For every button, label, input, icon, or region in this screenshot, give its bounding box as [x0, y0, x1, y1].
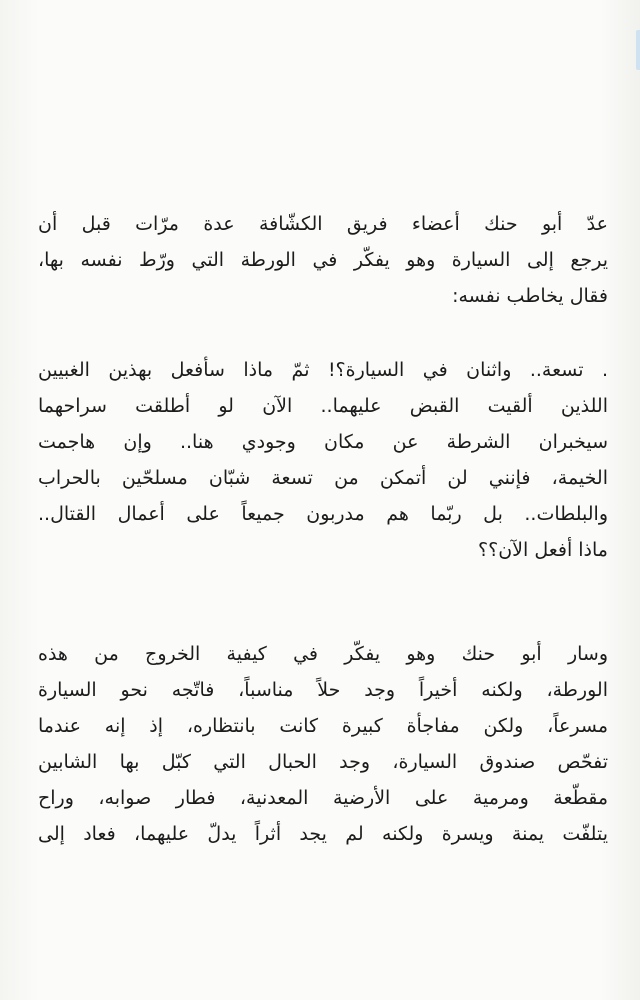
text-line: فقال يخاطب نفسه:	[452, 285, 608, 307]
text-line: ماذا أفعل الآن؟؟	[478, 539, 608, 561]
paragraph-text	[38, 636, 608, 852]
paragraph-2	[38, 352, 608, 568]
text-line: تفحّص صندوق السيارة، وجد الحبال التي كبّل بها الشابين	[38, 751, 608, 773]
text-line: اللذين ألقيت القبض عليهما.. الآن لو أطلقت سراحهما	[38, 395, 608, 417]
paragraph-text	[38, 206, 608, 314]
page-edge-mark	[636, 30, 640, 70]
text-line: يتلفّت يمنة ويسرة ولكنه لم يجد أثراً يدلّ عليهما، فعاد إلى	[38, 823, 608, 845]
text-line: الورطة، ولكنه أخيراً وجد حلاً مناسباً، فاتّجه نحو السيارة	[38, 679, 608, 701]
text-line: عدّ أبو حنك أعضاء فريق الكشّافة عدة مرّات قبل أن	[38, 213, 608, 235]
text-line: يرجع إلى السيارة وهو يفكّر في الورطة التي ورّط نفسه بها،	[38, 249, 608, 271]
text-line: الخيمة، فإنني لن أتمكن من تسعة شبّان مسلحّين بالحراب	[38, 467, 608, 489]
paragraph-text	[38, 352, 608, 568]
text-line: مسرعاً، ولكن مفاجأة كبيرة كانت بانتظاره، إذ إنه عندما	[38, 715, 608, 737]
text-line: والبلطات.. بل ربّما هم مدربون جميعاً على أعمال القتال..	[38, 503, 608, 525]
text-line: . تسعة.. واثنان في السيارة؟! ثمّ ماذا سأفعل بهذين الغبيين	[38, 359, 608, 381]
text-line: مقطّعة ومرمية على الأرضية المعدنية، فطار صوابه، وراح	[38, 787, 608, 809]
text-line: سيخبران الشرطة عن مكان وجودي هنا.. وإن هاجمت	[38, 431, 608, 453]
text-line: وسار أبو حنك وهو يفكّر في كيفية الخروج من هذه	[38, 643, 608, 665]
paragraph-1	[38, 206, 608, 314]
paragraph-3	[38, 636, 608, 852]
